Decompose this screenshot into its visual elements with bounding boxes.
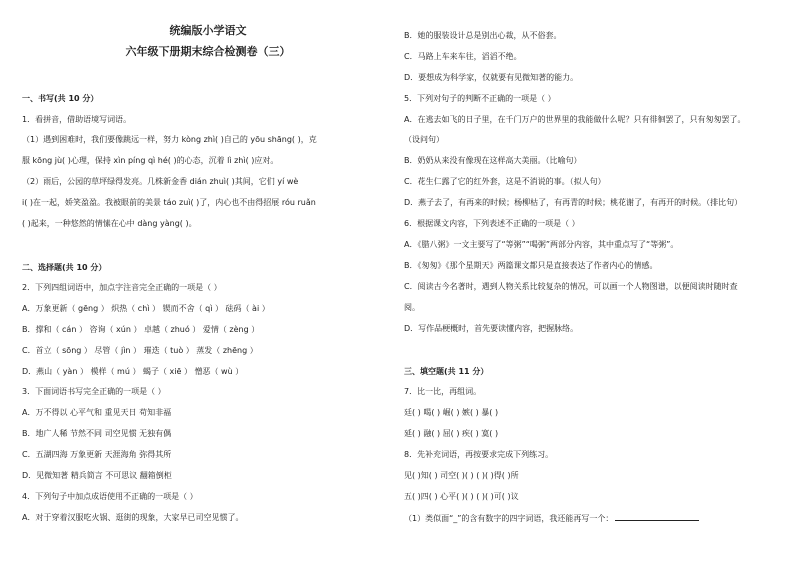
question-8: 8．先补充词语，再按要求完成下列练习。: [404, 450, 554, 459]
question-2-option-d: D．燕山（ yàn ） 模样（ mú ） 蝎子（ xiē ） 憎恶（ wù ）: [22, 367, 244, 376]
question-5-option-d: D．燕子去了，有再来的时候；杨柳枯了，有再青的时候；桃花谢了，有再开的时候。（排比句）: [404, 198, 743, 207]
question-5: 5．下列对句子的判断不正确的一项是（ ）: [404, 94, 556, 103]
question-4-option-d: D．要想成为科学家，仅就要有见微知著的能力。: [404, 73, 579, 82]
question-8-row-1: 见( )知( ) 司空( )( ) ( )( )得( )所: [404, 471, 519, 480]
title-line-1: 统编版小学语文: [169, 24, 247, 37]
question-1: 1．看拼音，借助语境写词语。: [22, 115, 132, 124]
question-3-option-a: A．万不得以 心平气和 重见天日 苟知非福: [22, 408, 172, 417]
question-2: 2．下列四组词语中，加点字注音完全正确的一项是（ ）: [22, 283, 222, 292]
title-line-2: 六年级下册期末综合检测卷（三）: [125, 45, 291, 58]
question-4-option-b: B．她的服装设计总是别出心裁，从不俗套。: [404, 31, 562, 40]
question-6-option-a: A．《腊八粥》一文主要写了“等粥”“喝粥”两部分内容，其中重点写了“等粥”。: [404, 240, 679, 249]
question-1-part-1-line-1: （1）遇到困难时，我们要像跳远一样，努力 kòng zhì( )自己的 yōu shāng( )，克: [22, 135, 317, 144]
question-8-part-1-text: （1）类似面“_”的含有数字的四字词语，我还能再写一个：: [404, 514, 614, 523]
question-6-option-b: B．《匆匆》《那个星期天》两篇课文都只是直接表达了作者内心的情感。: [404, 261, 658, 270]
question-2-option-c: C．首立（ sōng ） 尽管（ jìn ） 璀迭（ tuò ） 蒸发（ zhēng ）: [22, 346, 258, 355]
question-8-part-1: [404, 512, 699, 524]
question-4-option-c: C．马路上车来车往，滔滔不绝。: [404, 52, 522, 61]
question-8-row-2: 五( )四( ) 心平( )( ) ( )( )可( )议: [404, 492, 519, 501]
question-5-option-c: C．花生仁露了它的红外套，这是不消说的事。（拟人句）: [404, 177, 606, 186]
question-7-row-2: 延( ) 融( ) 屈( ) 疾( ) 寞( ): [404, 429, 499, 438]
section-3-heading: 三、填空题(共 11 分）: [404, 367, 489, 376]
question-5-option-a-line-2: （设问句）: [404, 135, 444, 144]
question-2-option-a: A．万象更新（ gēng ） 炽热（ chì ） 锲而不舍（ qì ） 砝码（ ài ）: [22, 304, 270, 313]
question-5-option-b: B．奶奶从来没有像现在这样高大美丽。（比喻句）: [404, 156, 582, 165]
question-3-option-b: B．地广人稀 节然不同 司空见惯 无独有偶: [22, 429, 172, 438]
question-2-option-b: B．撑和（ cán ） 咨询（ xún ） 卓越（ zhuó ） 爱情（ zèng ）: [22, 325, 260, 334]
section-1-heading: 一、书写(共 10 分）: [22, 94, 99, 103]
question-5-option-a-line-1: A．在逃去如飞的日子里，在千门万户的世界里的我能做什么呢？只有徘徊罢了，只有匆匆罢了。: [404, 115, 746, 124]
question-1-part-2-line-2: i( )在一起，娇笑盈盈。我被眼前的美景 táo zuì( )了，内心也不由得招展 róu ruǎn: [22, 198, 316, 207]
question-4: 4．下列句子中加点成语使用不正确的一项是（ ）: [22, 492, 198, 501]
question-1-part-2-line-1: （2）雨后，公园的草坪绿得发亮。几株新金香 dián zhuì( )其间，它们 yí wè: [22, 177, 299, 186]
question-6-option-c-line-2: 阅。: [404, 303, 420, 312]
question-6: 6．根据课文内容，下列表述不正确的一项是（ ）: [404, 219, 580, 228]
question-6-option-d: D．写作品梗概时，首先要读懂内容，把握脉络。: [404, 324, 579, 333]
section-2-heading: 二、选择题(共 10 分）: [22, 263, 107, 272]
question-4-option-a: A．对于穿着汉服吃火锅、逛街的现象，大家早已司空见惯了。: [22, 513, 244, 522]
question-3-option-d: D．见微知著 精兵简言 不可思议 翻箱倒柜: [22, 471, 172, 480]
question-7: 7．比一比，再组词。: [404, 387, 482, 396]
answer-blank[interactable]: [615, 512, 699, 521]
question-1-part-2-line-3: ( )起来，一种悠然的情愫在心中 dàng yàng( )。: [22, 219, 197, 228]
question-3-option-c: C．五湖四海 万象更新 天涯海角 弥得其所: [22, 450, 172, 459]
question-3: 3．下面词语书写完全正确的一项是（ ）: [22, 387, 166, 396]
question-6-option-c-line-1: C．阅读古今名著时，遇到人物关系比较复杂的情况，可以画一个人物图谱，以便阅读时随时查: [404, 282, 738, 291]
question-7-row-1: 廷( ) 喝( ) 崛( ) 嫉( ) 暴( ): [404, 408, 499, 417]
question-1-part-1-line-2: 服 kōng jù( )心理，保持 xìn píng qì hé( )的心态，沉着 lì zhì( )应对。: [22, 156, 279, 165]
